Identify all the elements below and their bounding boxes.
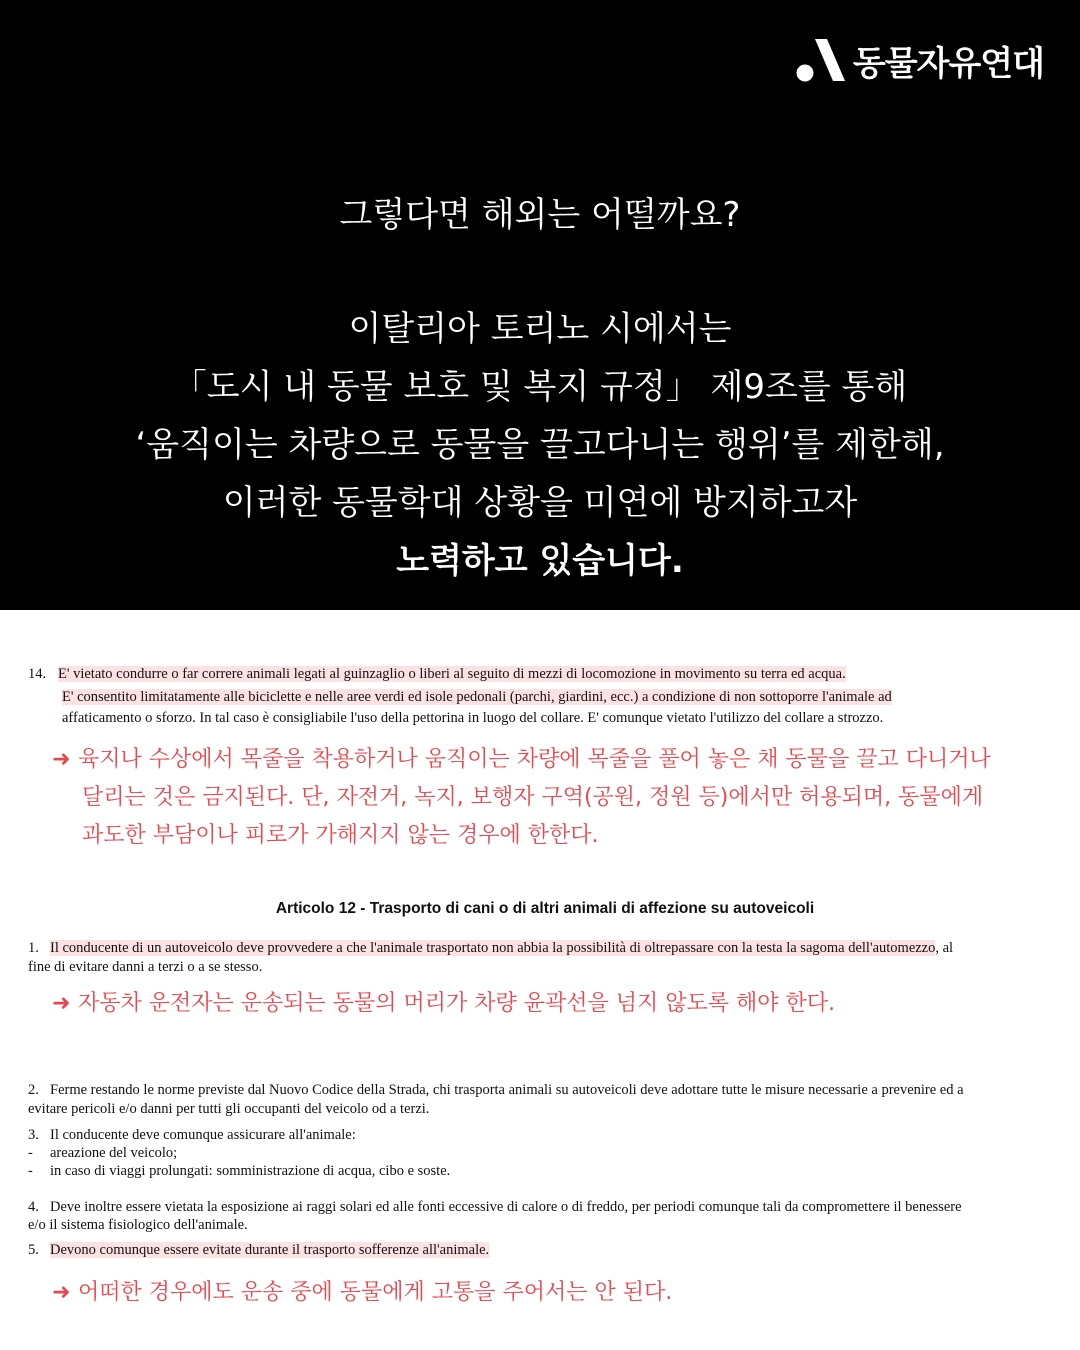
headline-line: 「도시 내 동물 보호 및 복지 규정」 제9조를 통해 xyxy=(172,367,908,407)
translation-line: 어떠한 경우에도 운송 중에 동물에게 고통을 주어서는 안 된다. xyxy=(78,1280,673,1305)
clause-number: 3. xyxy=(28,1127,39,1143)
headline-line: ‘움직이는 차량으로 동물을 끌고다니는 행위’를 제한해, xyxy=(135,425,945,465)
clause-number: 5. xyxy=(28,1242,39,1258)
headline-question: 그렇다면 해외는 어떨까요? xyxy=(339,195,741,235)
clause-text: Devono comunque essere evitate durante il trasporto sofferenze all'animale. xyxy=(50,1242,490,1258)
translation-line: 과도한 부담이나 피로가 가해지지 않는 경우에 한한다. xyxy=(82,823,599,848)
a-letter-logo-icon xyxy=(793,37,847,83)
list-item: in caso di viaggi prolungati: somministrazione di acqua, cibo e soste. xyxy=(50,1163,451,1179)
clause-text: affaticamento o sforzo. In tal caso è consigliabile l'uso della pettorina in luogo del collare. E' comunque vietato l'utilizzo del collare a strozzo. xyxy=(62,710,884,726)
bullet-dash: - xyxy=(28,1145,33,1161)
right-arrow-icon: ➜ xyxy=(52,991,71,1016)
right-arrow-icon: ➜ xyxy=(52,1280,71,1305)
clause-text: Deve inoltre essere vietata la esposizione ai raggi solari ed alle fonti eccessive di calore o di freddo, per periodi comunque tali da compromettere il benessere xyxy=(50,1199,962,1215)
headline-line: 이탈리아 토리노 시에서는 xyxy=(348,309,732,349)
clause-text: Il conducente deve comunque assicurare all'animale: xyxy=(50,1127,356,1143)
clause-text: Ferme restando le norme previste dal Nuovo Codice della Strada, chi trasporta animali su autoveicoli deve adottare tutte le misure necessarie a prevenire ed a xyxy=(50,1082,964,1098)
headline-line: 이러한 동물학대 상황을 미연에 방지하고자 xyxy=(222,483,858,523)
article-title: Articolo 12 - Trasporto di cani o di altri animali di affezione su autoveicoli xyxy=(275,900,815,917)
headline-body xyxy=(0,300,1080,590)
clause-text: E' vietato condurre o far correre animali legati al guinzaglio o liberi al seguito di mezzi di locomozione in movimento su terra ed acqua. xyxy=(58,666,846,682)
clause-text: e/o il sistema fisiologico dell'animale. xyxy=(28,1217,248,1233)
headline-line: 노력하고 있습니다. xyxy=(396,541,684,581)
list-item: areazione del veicolo; xyxy=(50,1145,178,1161)
brand-name: 동물자유연대 xyxy=(852,43,1044,84)
translation-line: 달리는 것은 금지된다. 단, 자전거, 녹지, 보행자 구역(공원, 정원 등)에서만 허용되며, 동물에게 xyxy=(82,785,984,810)
clause-text: E' consentito limitatamente alle biciclette e nelle aree verdi ed isole pedonali (parchi, giardini, ecc.) a condizione di non sottoporre l'animale ad xyxy=(62,689,892,705)
clause-text: fine di evitare danni a terzi o a se stesso. xyxy=(28,959,263,975)
clause-number: 1. xyxy=(28,940,39,956)
translation-1 xyxy=(52,985,835,1023)
brand-logo xyxy=(793,36,1044,84)
clause-number: 4. xyxy=(28,1199,39,1215)
clause-number: 14. xyxy=(28,666,47,682)
clause-text: evitare pericoli e/o danni per tutti gli occupanti del veicolo od a terzi. xyxy=(28,1101,430,1117)
translation-line: 육지나 수상에서 목줄을 착용하거나 움직이는 차량에 목줄을 풀어 놓은 채 동물을 끌고 다니거나 xyxy=(78,747,991,772)
header-banner xyxy=(0,0,1080,610)
translation-line: 자동차 운전자는 운송되는 동물의 머리가 차량 윤곽선을 넘지 않도록 해야 한다. xyxy=(78,991,835,1016)
translation-14 xyxy=(52,741,991,855)
clause-text: Il conducente di un autoveicolo deve provvedere a che l'animale trasportato non abbia la possibilità di oltrepassare con la testa la sagoma dell'automezzo xyxy=(50,940,936,956)
clause-text-tail: , al xyxy=(935,940,954,956)
translation-5 xyxy=(52,1274,672,1312)
clause-number: 2. xyxy=(28,1082,39,1098)
right-arrow-icon: ➜ xyxy=(52,747,71,772)
bullet-dash: - xyxy=(28,1163,33,1179)
